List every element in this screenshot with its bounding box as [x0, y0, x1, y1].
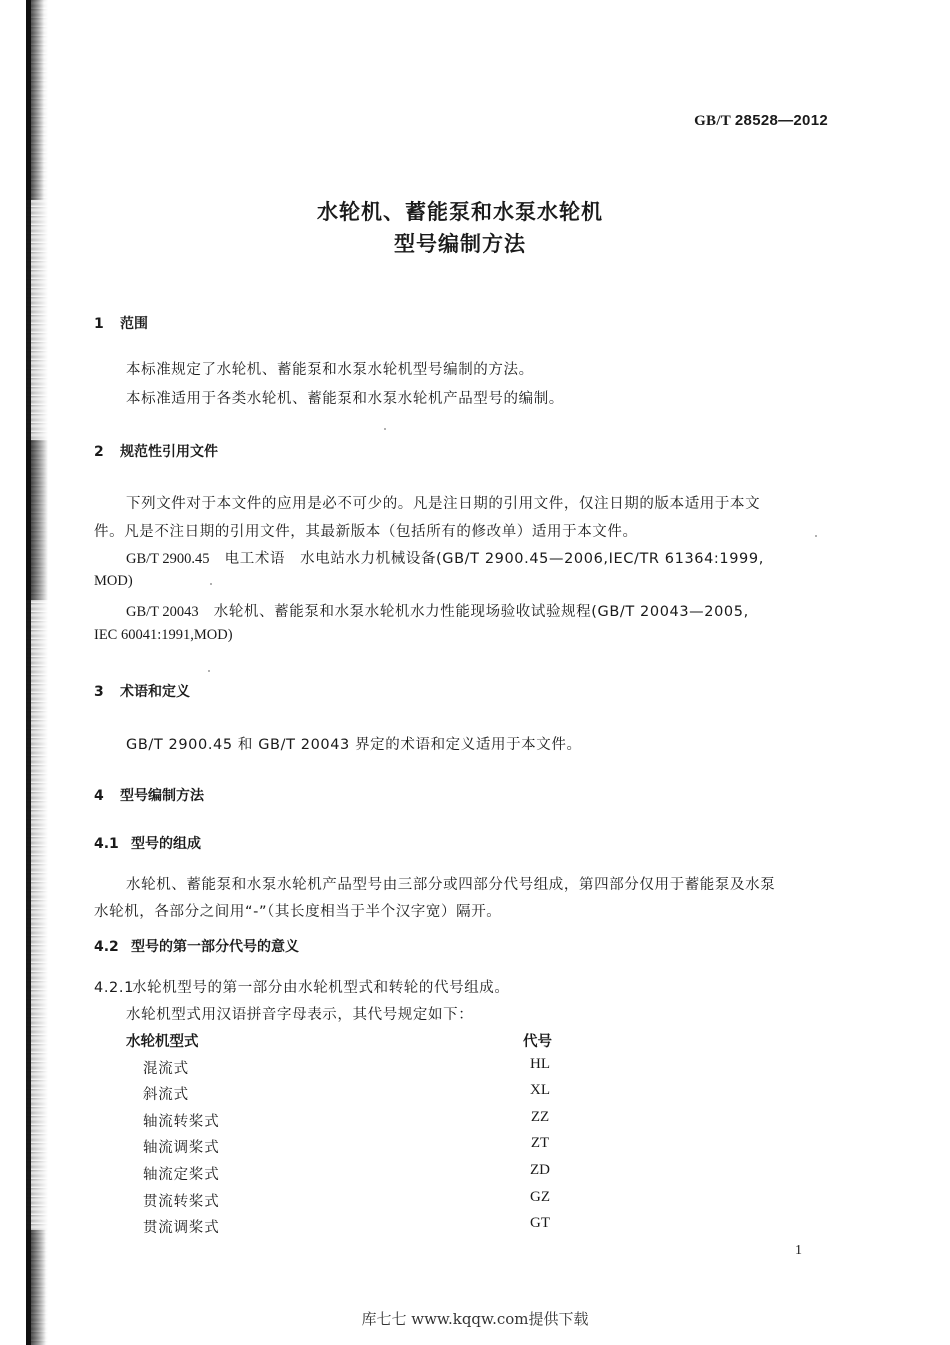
- table-row-type: 轴流调桨式: [143, 1140, 220, 1156]
- section-number: 4.2: [94, 939, 119, 955]
- table-row-code: HL: [530, 1056, 550, 1072]
- reference-title: 电工术语 水电站水力机械设备(GB/T 2900.45—2006,IEC/TR 61364:1999,: [224, 551, 764, 567]
- section-3-heading: [94, 681, 190, 701]
- table-row-code: GT: [530, 1215, 550, 1231]
- scan-speck: [208, 670, 210, 672]
- table-header-type: 水轮机型式: [126, 1034, 199, 1050]
- standard-code: 28528—2012: [734, 112, 828, 129]
- table-row-type: 轴流定桨式: [143, 1167, 220, 1183]
- section-4-1-line-1: 水轮机、蓄能泵和水泵水轮机产品型号由三部分或四部分代号组成，第四部分仅用于蓄能泵及水泵: [126, 877, 776, 893]
- table-row-type: 轴流转桨式: [143, 1114, 220, 1130]
- table-row-type: 混流式: [143, 1061, 189, 1077]
- section-4-1-heading: [94, 833, 201, 853]
- reference-1-continued: MOD): [94, 573, 133, 589]
- document-title-line-1: 水轮机、蓄能泵和水泵水轮机: [317, 200, 603, 224]
- section-number: 1: [94, 316, 104, 332]
- reference-2-continued: IEC 60041:1991,MOD): [94, 627, 233, 643]
- reference-code: GB/T 20043: [126, 604, 199, 620]
- section-4-2-1-subtext: 水轮机型式用汉语拼音字母表示，其代号规定如下：: [126, 1007, 474, 1023]
- section-number: 2: [94, 444, 104, 460]
- section-title: 规范性引用文件: [120, 444, 218, 460]
- table-row-type: 贯流调桨式: [143, 1220, 220, 1236]
- section-1-heading: [94, 313, 148, 333]
- table-row-code: ZT: [530, 1135, 550, 1151]
- table-row-code: ZZ: [530, 1109, 550, 1125]
- section-1-paragraph-1: 本标准规定了水轮机、蓄能泵和水泵水轮机型号编制的方法。: [126, 362, 534, 378]
- section-number: 4: [94, 788, 104, 804]
- section-number: 3: [94, 684, 104, 700]
- section-1-paragraph-2: 本标准适用于各类水轮机、蓄能泵和水泵水轮机产品型号的编制。: [126, 391, 564, 407]
- section-4-2-1: [94, 976, 510, 997]
- section-2-heading: [94, 441, 218, 461]
- section-2-intro-line-2: 件。凡是不注日期的引用文件，其最新版本（包括所有的修改单）适用于本文件。: [94, 524, 638, 540]
- section-4-2-heading: [94, 936, 299, 956]
- scan-speck: [815, 535, 817, 537]
- section-3-paragraph: GB/T 2900.45 和 GB/T 20043 界定的术语和定义适用于本文件。: [126, 737, 582, 753]
- table-header-code: 代号: [523, 1034, 552, 1050]
- scan-speck: [210, 583, 212, 585]
- section-title: 型号的组成: [131, 836, 201, 852]
- section-title: 型号编制方法: [120, 788, 204, 804]
- page-number: 1: [795, 1243, 802, 1258]
- table-row-code: GZ: [530, 1189, 550, 1205]
- section-title: 术语和定义: [120, 684, 190, 700]
- table-row-type: 斜流式: [143, 1087, 189, 1103]
- table-row-type: 贯流转桨式: [143, 1194, 220, 1210]
- table-row-code: XL: [530, 1082, 550, 1098]
- footer-watermark: 库七七 www.kqqw.com提供下载: [361, 1310, 589, 1328]
- document-title-line-2: 型号编制方法: [394, 232, 526, 256]
- standard-number: [694, 112, 828, 130]
- section-4-heading: [94, 785, 204, 805]
- section-4-1-line-2: 水轮机，各部分之间用“-”（其长度相当于半个汉字宽）隔开。: [94, 904, 502, 920]
- reference-title: 水轮机、蓄能泵和水泵水轮机水力性能现场验收试验规程(GB/T 20043—2005,: [213, 604, 749, 620]
- section-title: 型号的第一部分代号的意义: [131, 939, 299, 955]
- table-row-code: ZD: [530, 1162, 550, 1178]
- section-number: 4.2.1: [94, 980, 134, 996]
- section-title: 范围: [120, 316, 148, 332]
- reference-1: [126, 547, 764, 568]
- section-2-intro-line-1: 下列文件对于本文件的应用是必不可少的。凡是注日期的引用文件，仅注日期的版本适用于本文: [126, 496, 761, 512]
- section-text: 水轮机型号的第一部分由水轮机型式和转轮的代号组成。: [132, 980, 510, 996]
- reference-code: GB/T 2900.45: [126, 551, 210, 567]
- section-number: 4.1: [94, 836, 119, 852]
- reference-2: [126, 600, 749, 621]
- scan-speck: [384, 428, 386, 430]
- standard-prefix: GB/T: [694, 113, 731, 129]
